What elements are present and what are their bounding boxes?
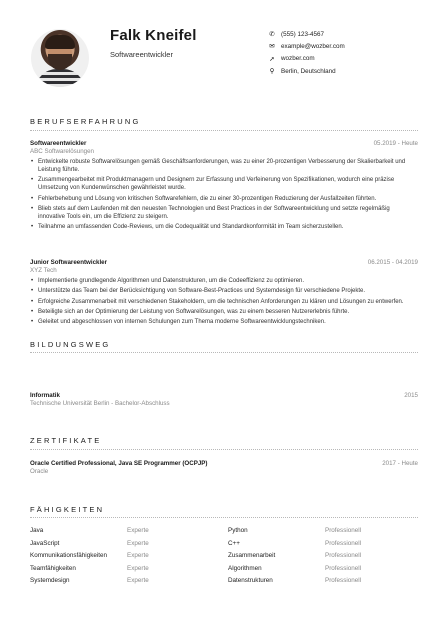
skill-row bbox=[30, 577, 418, 590]
skill-row bbox=[30, 540, 418, 553]
section-title-education: BILDUNGSWEG bbox=[30, 340, 111, 349]
mail-icon: ✉ bbox=[269, 43, 275, 51]
contact-location bbox=[268, 65, 345, 77]
skill-name: Java bbox=[30, 527, 44, 534]
section-divider bbox=[30, 130, 418, 131]
website-text[interactable]: wozber.com bbox=[281, 55, 315, 63]
job-title: Junior Softwareentwickler bbox=[30, 259, 108, 266]
link-icon: ➚ bbox=[269, 55, 275, 63]
list-item: • Geleitet und abgeschlossen von internen Schulungen zum Thema moderne Softwareentwicklungstechniken. bbox=[30, 318, 418, 326]
skill-level: Experte bbox=[127, 564, 149, 572]
skills-grid bbox=[30, 527, 418, 590]
skill-row bbox=[30, 565, 418, 578]
resume-header bbox=[0, 0, 448, 110]
skill-level: Professionell bbox=[325, 577, 362, 584]
list-item: • Erfolgreiche Zusammenarbeit mit verschiedenen Stakeholdern, um die technischen Anforderungen zu klären und Lösungen zu entwerfen. bbox=[30, 298, 418, 306]
job-bullets bbox=[30, 158, 418, 231]
contact-website[interactable] bbox=[268, 53, 345, 65]
experience-entry-2 bbox=[30, 259, 418, 328]
list-item: • Beteiligte sich an der Optimierung der Leistung von Softwarelösungen, was zu einem besseren Nutzererlebnis führte. bbox=[30, 308, 418, 316]
skill-name: Python bbox=[228, 527, 248, 534]
certificate-date: 2017 - Heute bbox=[382, 460, 418, 467]
skill-name: C++ bbox=[228, 539, 240, 547]
certificate-issuer: Oracle bbox=[30, 468, 49, 475]
list-item: • Teilnahme an umfassenden Code-Reviews, um die Codequalität und Standardkonformität im Team sicherzustellen. bbox=[30, 223, 418, 231]
section-divider bbox=[30, 449, 418, 450]
section-divider bbox=[30, 517, 418, 518]
skill-name: JavaScript bbox=[30, 539, 60, 547]
education-school: Technische Universität Berlin - Bachelor-Abschluss bbox=[30, 400, 170, 407]
skill-name: Teamfähigkeiten bbox=[30, 564, 76, 572]
phone-text: (555) 123-4567 bbox=[281, 30, 325, 38]
list-item: • Implementierte grundlegende Algorithmen und Datenstrukturen, um die Codeeffizienz zu optimieren. bbox=[30, 277, 418, 285]
experience-entry-1 bbox=[30, 140, 418, 233]
certificate-entry bbox=[30, 460, 418, 475]
list-item: • Zusammengearbeitet mit Produktmanagern und Designern zur Erfassung und Verfeinerung von Spezifikationen, wodurch eine präzise Umsetzung von Kundenwünschen gewährleistet wurde. bbox=[30, 176, 418, 192]
section-title-skills: FÄHIGKEITEN bbox=[30, 505, 105, 514]
job-bullets bbox=[30, 277, 418, 326]
education-entry bbox=[30, 392, 418, 407]
skill-name: Systemdesign bbox=[30, 577, 70, 584]
list-item: • Unterstützte das Team bei der Berücksichtigung von Software-Best-Practices und Systemdesign für verschiedene Projekte. bbox=[30, 287, 418, 295]
skill-name: Zusammenarbeit bbox=[228, 552, 276, 559]
candidate-title: Softwareentwickler bbox=[110, 50, 173, 59]
contact-list bbox=[268, 28, 345, 77]
skill-level: Experte bbox=[127, 552, 149, 559]
skill-level: Experte bbox=[127, 577, 149, 584]
job-date: 06.2015 - 04.2019 bbox=[367, 259, 418, 266]
company-name: ABC Softwarelösungen bbox=[30, 148, 94, 155]
list-item: • Blieb stets auf dem Laufenden mit den neuesten Technologien und Best Practices in der Softwareentwicklung und setzte regelmäßig innovative Tools ein, um die Effizienz zu steigern. bbox=[30, 205, 418, 221]
location-icon: ⚲ bbox=[269, 68, 275, 76]
contact-phone bbox=[268, 28, 345, 40]
location-text: Berlin, Deutschland bbox=[281, 67, 336, 75]
list-item: • Fehlerbehebung und Lösung von kritischen Softwarefehlern, die zu einer 30-prozentigen Reduzierung der Ausfallzeiten führten. bbox=[30, 195, 418, 203]
section-title-experience: BERUFSERFAHRUNG bbox=[30, 117, 141, 126]
skill-name: Kommunikationsfähigkeiten bbox=[30, 552, 108, 559]
education-field: Informatik bbox=[30, 392, 60, 399]
phone-icon: ✆ bbox=[269, 31, 275, 39]
job-date: 05.2019 - Heute bbox=[373, 140, 418, 147]
company-name: XYZ Tech bbox=[30, 267, 57, 274]
candidate-name: Falk Kneifel bbox=[110, 27, 197, 44]
skill-row bbox=[30, 552, 418, 565]
skill-name: Algorithmen bbox=[228, 564, 262, 572]
list-item: • Entwickelte robuste Softwarelösungen gemäß Geschäftsanforderungen, was zu einer 20-prozentigen Verbesserung der Skalierbarkeit und Leistung führte. bbox=[30, 158, 418, 174]
section-title-certificates: ZERTIFIKATE bbox=[30, 436, 102, 445]
profile-photo bbox=[31, 29, 89, 87]
skill-level: Professionell bbox=[325, 552, 362, 559]
certificate-name: Oracle Certified Professional, Java SE Programmer (OCPJP) bbox=[30, 460, 208, 467]
section-divider bbox=[30, 352, 418, 353]
skill-name: Datenstrukturen bbox=[228, 577, 273, 584]
skill-row bbox=[30, 527, 418, 540]
contact-email[interactable] bbox=[268, 40, 345, 52]
skill-level: Experte bbox=[127, 527, 149, 534]
skill-level: Professionell bbox=[325, 539, 362, 547]
education-date: 2015 bbox=[404, 392, 418, 399]
email-text[interactable]: example@wozber.com bbox=[281, 42, 345, 50]
job-title: Softwareentwickler bbox=[30, 140, 87, 147]
skill-level: Experte bbox=[127, 539, 149, 547]
skill-level: Professionell bbox=[325, 564, 362, 572]
skill-level: Professionell bbox=[325, 527, 362, 534]
